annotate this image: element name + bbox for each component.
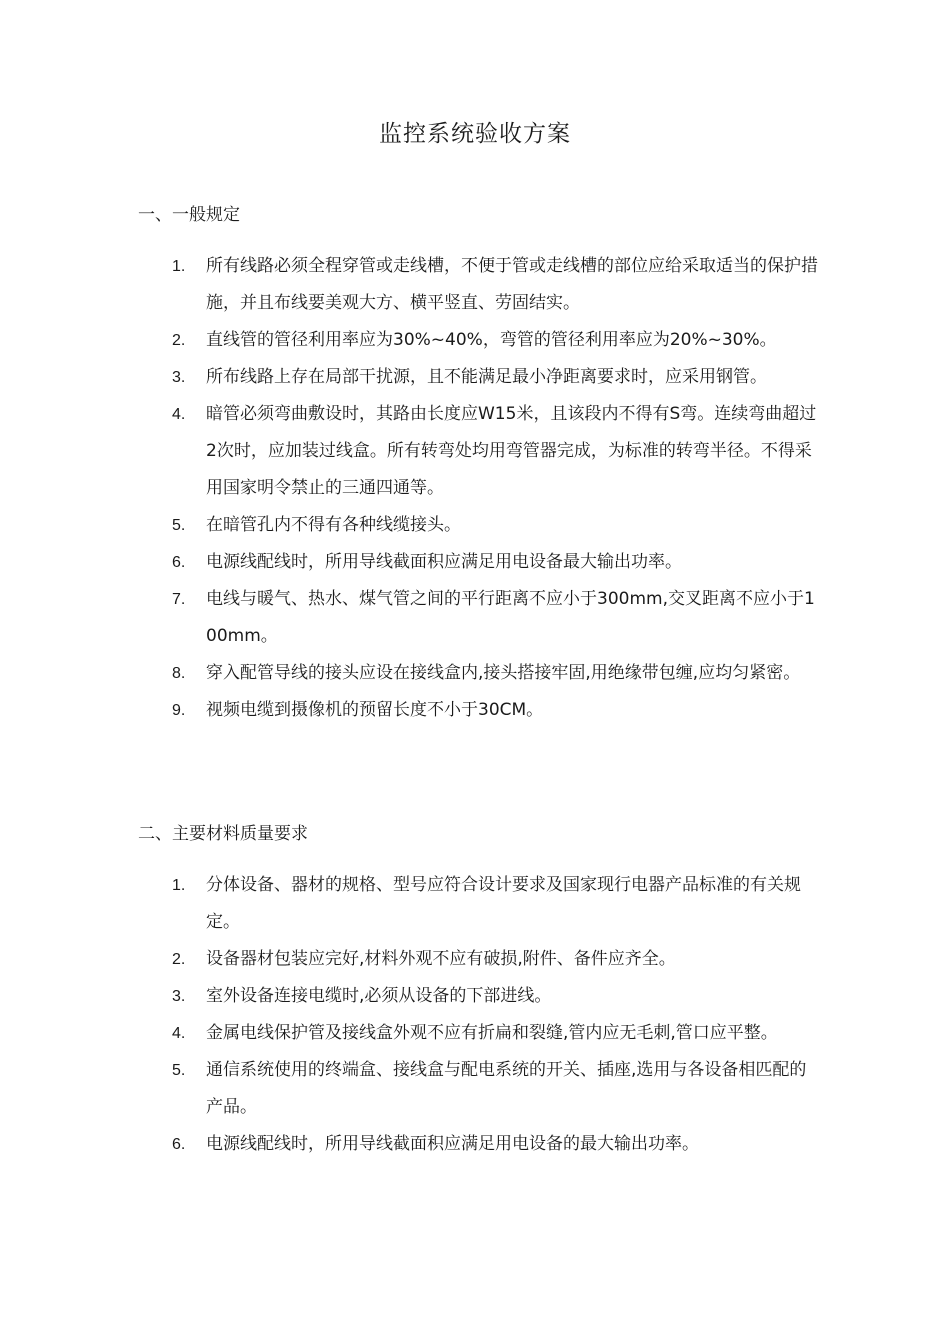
item-text: 电源线配线时，所用导线截面积应满足用电设备最大输出功率。 bbox=[206, 552, 682, 572]
item-text: 电线与暖气、热水、煤气管之间的平行距离不应小于300mm,交叉距离不应小于100mm。 bbox=[206, 589, 815, 646]
list-item bbox=[0, 1052, 950, 1126]
list-item bbox=[0, 544, 950, 581]
item-number: 6. bbox=[172, 554, 186, 571]
item-text: 设备器材包装应完好,材料外观不应有破损,附件、备件应齐全。 bbox=[206, 949, 676, 969]
item-text: 金属电线保护管及接线盒外观不应有折扁和裂缝,管内应无毛刺,管口应平整。 bbox=[206, 1023, 778, 1043]
item-number: 8. bbox=[172, 665, 186, 682]
item-number: 3. bbox=[172, 369, 186, 386]
item-text: 电源线配线时，所用导线截面积应满足用电设备的最大输出功率。 bbox=[206, 1134, 699, 1154]
list-item bbox=[0, 978, 950, 1015]
list-item bbox=[0, 396, 950, 507]
item-number: 4. bbox=[172, 1025, 186, 1042]
list-item bbox=[0, 581, 950, 655]
item-text: 所有线路必须全程穿管或走线槽，不便于管或走线槽的部位应给采取适当的保护措施，并且布线要美观大方、横平竖直、劳固结实。 bbox=[206, 256, 818, 313]
section-heading-general: 一、一般规定 bbox=[138, 205, 240, 225]
list-item bbox=[0, 655, 950, 692]
item-number: 6. bbox=[172, 1136, 186, 1153]
item-number: 4. bbox=[172, 406, 186, 423]
general-rules-list bbox=[0, 248, 950, 729]
item-text: 分体设备、器材的规格、型号应符合设计要求及国家现行电器产品标准的有关规定。 bbox=[206, 875, 801, 932]
list-item bbox=[0, 692, 950, 729]
item-text: 直线管的管径利用率应为30%~40%，弯管的管径利用率应为20%~30%。 bbox=[206, 330, 777, 350]
list-item bbox=[0, 322, 950, 359]
item-number: 2. bbox=[172, 332, 186, 349]
item-number: 7. bbox=[172, 591, 186, 608]
list-item bbox=[0, 507, 950, 544]
list-item bbox=[0, 1126, 950, 1163]
list-item bbox=[0, 248, 950, 322]
item-number: 5. bbox=[172, 1062, 186, 1079]
list-item bbox=[0, 359, 950, 396]
list-item bbox=[0, 941, 950, 978]
item-text: 在暗管孔内不得有各种线缆接头。 bbox=[206, 515, 461, 535]
section-heading-materials: 二、主要材料质量要求 bbox=[138, 824, 308, 844]
item-number: 9. bbox=[172, 702, 186, 719]
item-text: 所布线路上存在局部干扰源，且不能满足最小净距离要求时，应采用钢管。 bbox=[206, 367, 767, 387]
materials-requirements-list bbox=[0, 867, 950, 1163]
list-item bbox=[0, 867, 950, 941]
list-item bbox=[0, 1015, 950, 1052]
item-text: 暗管必须弯曲敷设时，其路由长度应W15米，且该段内不得有S弯。连续弯曲超过2次时，应加装过线盒。所有转弯处均用弯管器完成，为标准的转弯半径。不得采用国家明令禁止的三通四通等。 bbox=[206, 404, 817, 498]
item-number: 3. bbox=[172, 988, 186, 1005]
item-text: 室外设备连接电缆时,必须从设备的下部进线。 bbox=[206, 986, 552, 1006]
item-number: 1. bbox=[172, 877, 186, 894]
item-number: 5. bbox=[172, 517, 186, 534]
page-title: 监控系统验收方案 bbox=[379, 121, 571, 147]
item-text: 穿入配管导线的接头应设在接线盒内,接头搭接牢固,用绝缘带包缠,应均匀紧密。 bbox=[206, 663, 801, 683]
item-text: 通信系统使用的终端盒、接线盒与配电系统的开关、插座,选用与各设备相匹配的产品。 bbox=[206, 1060, 807, 1117]
item-number: 1. bbox=[172, 258, 186, 275]
item-number: 2. bbox=[172, 951, 186, 968]
item-text: 视频电缆到摄像机的预留长度不小于30CM。 bbox=[206, 700, 544, 720]
